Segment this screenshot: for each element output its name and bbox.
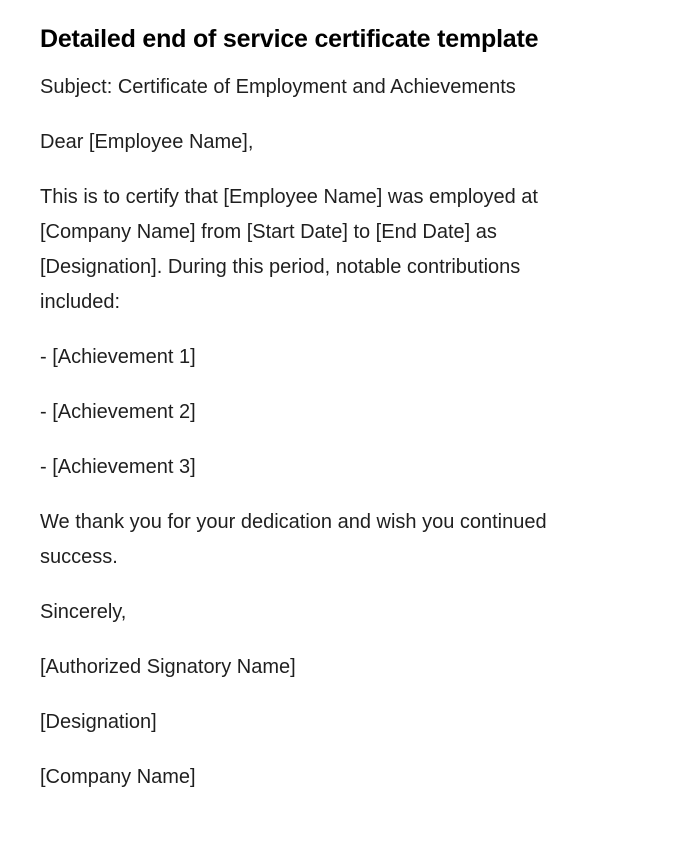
paragraph-achievement-1: - [Achievement 1] [40, 346, 196, 368]
paragraph-signatory-company: [Company Name] [40, 766, 196, 788]
paragraph-achievement-3: - [Achievement 3] [40, 456, 196, 478]
page-title: Detailed end of service certificate template [40, 25, 539, 53]
paragraph-signatory-designation: [Designation] [40, 711, 157, 733]
paragraph-subject-line: Subject: Certificate of Employment and Achievements [40, 76, 516, 98]
paragraph-achievement-2: - [Achievement 2] [40, 401, 196, 423]
paragraph-signoff: Sincerely, [40, 601, 127, 623]
paragraph-signatory-name: [Authorized Signatory Name] [40, 656, 296, 678]
paragraph-closing-thanks: We thank you for your dedication and wish you continued success. [40, 511, 547, 568]
paragraph-salutation: Dear [Employee Name], [40, 131, 254, 153]
paragraph-certification-body: This is to certify that [Employee Name] was employed at [Company Name] from [Start Date] to [End Date] as [Designation]. During this period, notable contributions included: [40, 186, 538, 313]
